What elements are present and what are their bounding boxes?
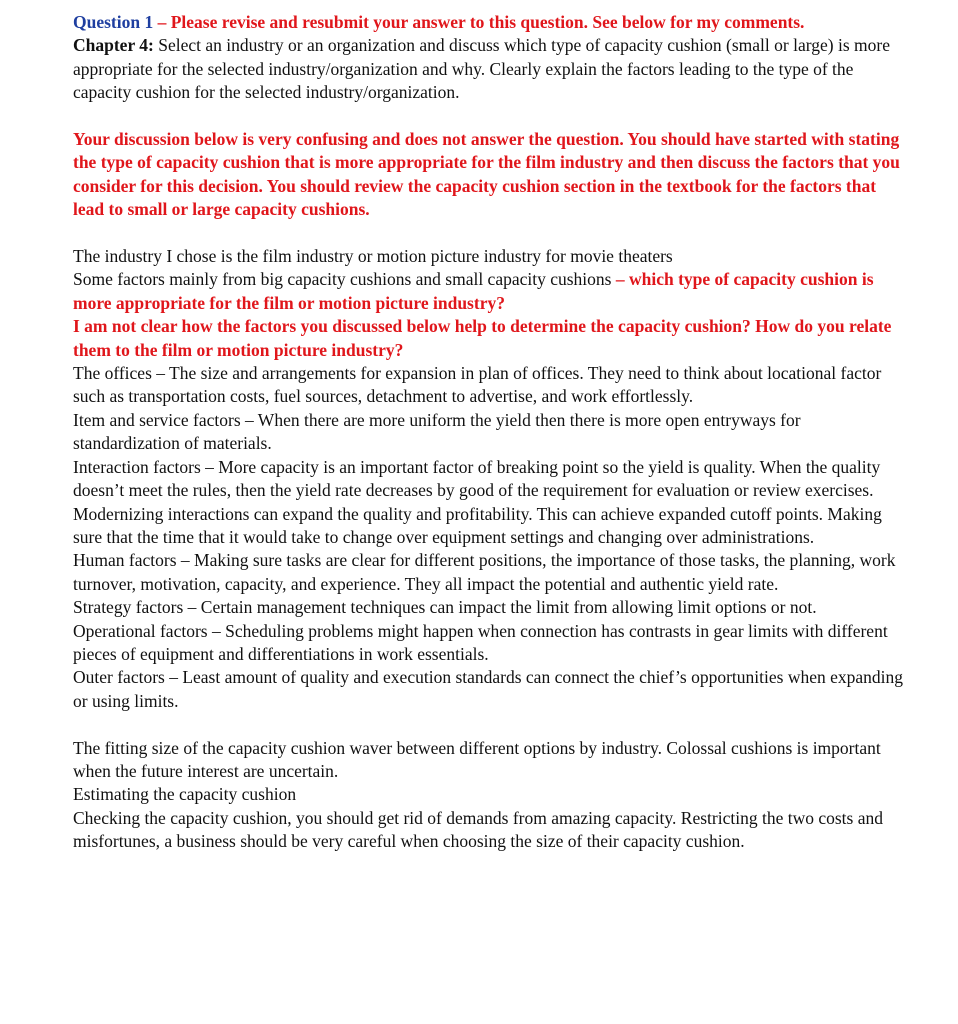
answer-paragraph: Interaction factors – More capacity is an important factor of breaking point so the yield is quality. When the quality doesn’t meet the rules, then the yield rate decreases by good of the requirement for evaluation or review exercises. [73,456,881,501]
answer-paragraph: Modernizing interactions can expand the quality and profitability. This can achieve expanded cutoff points. Making sure that the time that it would take to change over equipment settings and changing over administrations. [73,503,882,547]
spacer [73,105,908,128]
answer-factors-intro [73,268,908,315]
closing-paragraph: Checking the capacity cushion, you should get rid of demands from amazing capacity. Restricting the two costs and misfortunes, a business should be very careful when choosing the size of their capacity cushion. [73,807,883,852]
answer-paragraph: Operational factors – Scheduling problems might happen when connection has contrasts in gear limits with different pieces of equipment and differentiations in work essentials. [73,620,888,664]
answer-paragraph: Item and service factors – When there are more uniform the yield then there is more open entryways for standardization of materials. [73,409,801,454]
instructor-feedback: Your discussion below is very confusing and does not answer the question. You should have started with stating the type of capacity cushion that is more appropriate for the film industry and then discuss the factors that you consider for this decision. You should review the capacity cushion section in the textbook for the factors that lead to small or large capacity cushions. [73,129,900,220]
header-dash: – [153,12,171,32]
revise-comment: Please revise and resubmit your answer to this question. See below for my comments. [170,12,805,32]
answer-paragraph: Strategy factors – Certain management techniques can impact the limit from allowing limit options or not. [73,597,817,618]
question-prompt [73,34,908,104]
inline-comment: – which type of capacity cushion is more appropriate for the film or motion picture industry? [73,269,874,313]
inline-comment-2: I am not clear how the factors you discussed below help to determine the capacity cushion? How do you relate them to the film or motion picture industry? [73,316,892,360]
closing-heading: Estimating the capacity cushion [73,784,297,805]
answer-intro: The industry I chose is the film industry or motion picture industry for movie theaters [73,246,673,267]
spacer [73,713,908,736]
spacer [73,222,908,245]
question-label: Question 1 [73,12,154,32]
chapter-label: Chapter 4: [73,35,154,56]
closing-paragraph: The fitting size of the capacity cushion waver between different options by industry. Colossal cushions is important when the future interest are uncertain. [73,737,881,781]
answer-paragraph: Human factors – Making sure tasks are clear for different positions, the importance of those tasks, the planning, work turnover, motivation, capacity, and experience. They all impact the potential and authentic yield rate. [73,550,896,594]
factors-intro-text: Some factors mainly from big capacity cushions and small capacity cushions [73,269,612,290]
document-page [73,11,908,854]
question-header [73,11,908,34]
answer-paragraph: Outer factors – Least amount of quality and execution standards can connect the chief’s opportunities when expanding or using limits. [73,667,904,711]
answer-paragraph: The offices – The size and arrangements for expansion in plan of offices. They need to think about locational factor such as transportation costs, fuel sources, detachment to advertise, and work effortlessly. [73,363,882,407]
prompt-text: Select an industry or an organization and discuss which type of capacity cushion (small or large) is more appropriate for the selected industry/organization and why. Clearly explain the factors leading to the type of the capacity cushion for the selected industry/organization. [73,35,890,103]
